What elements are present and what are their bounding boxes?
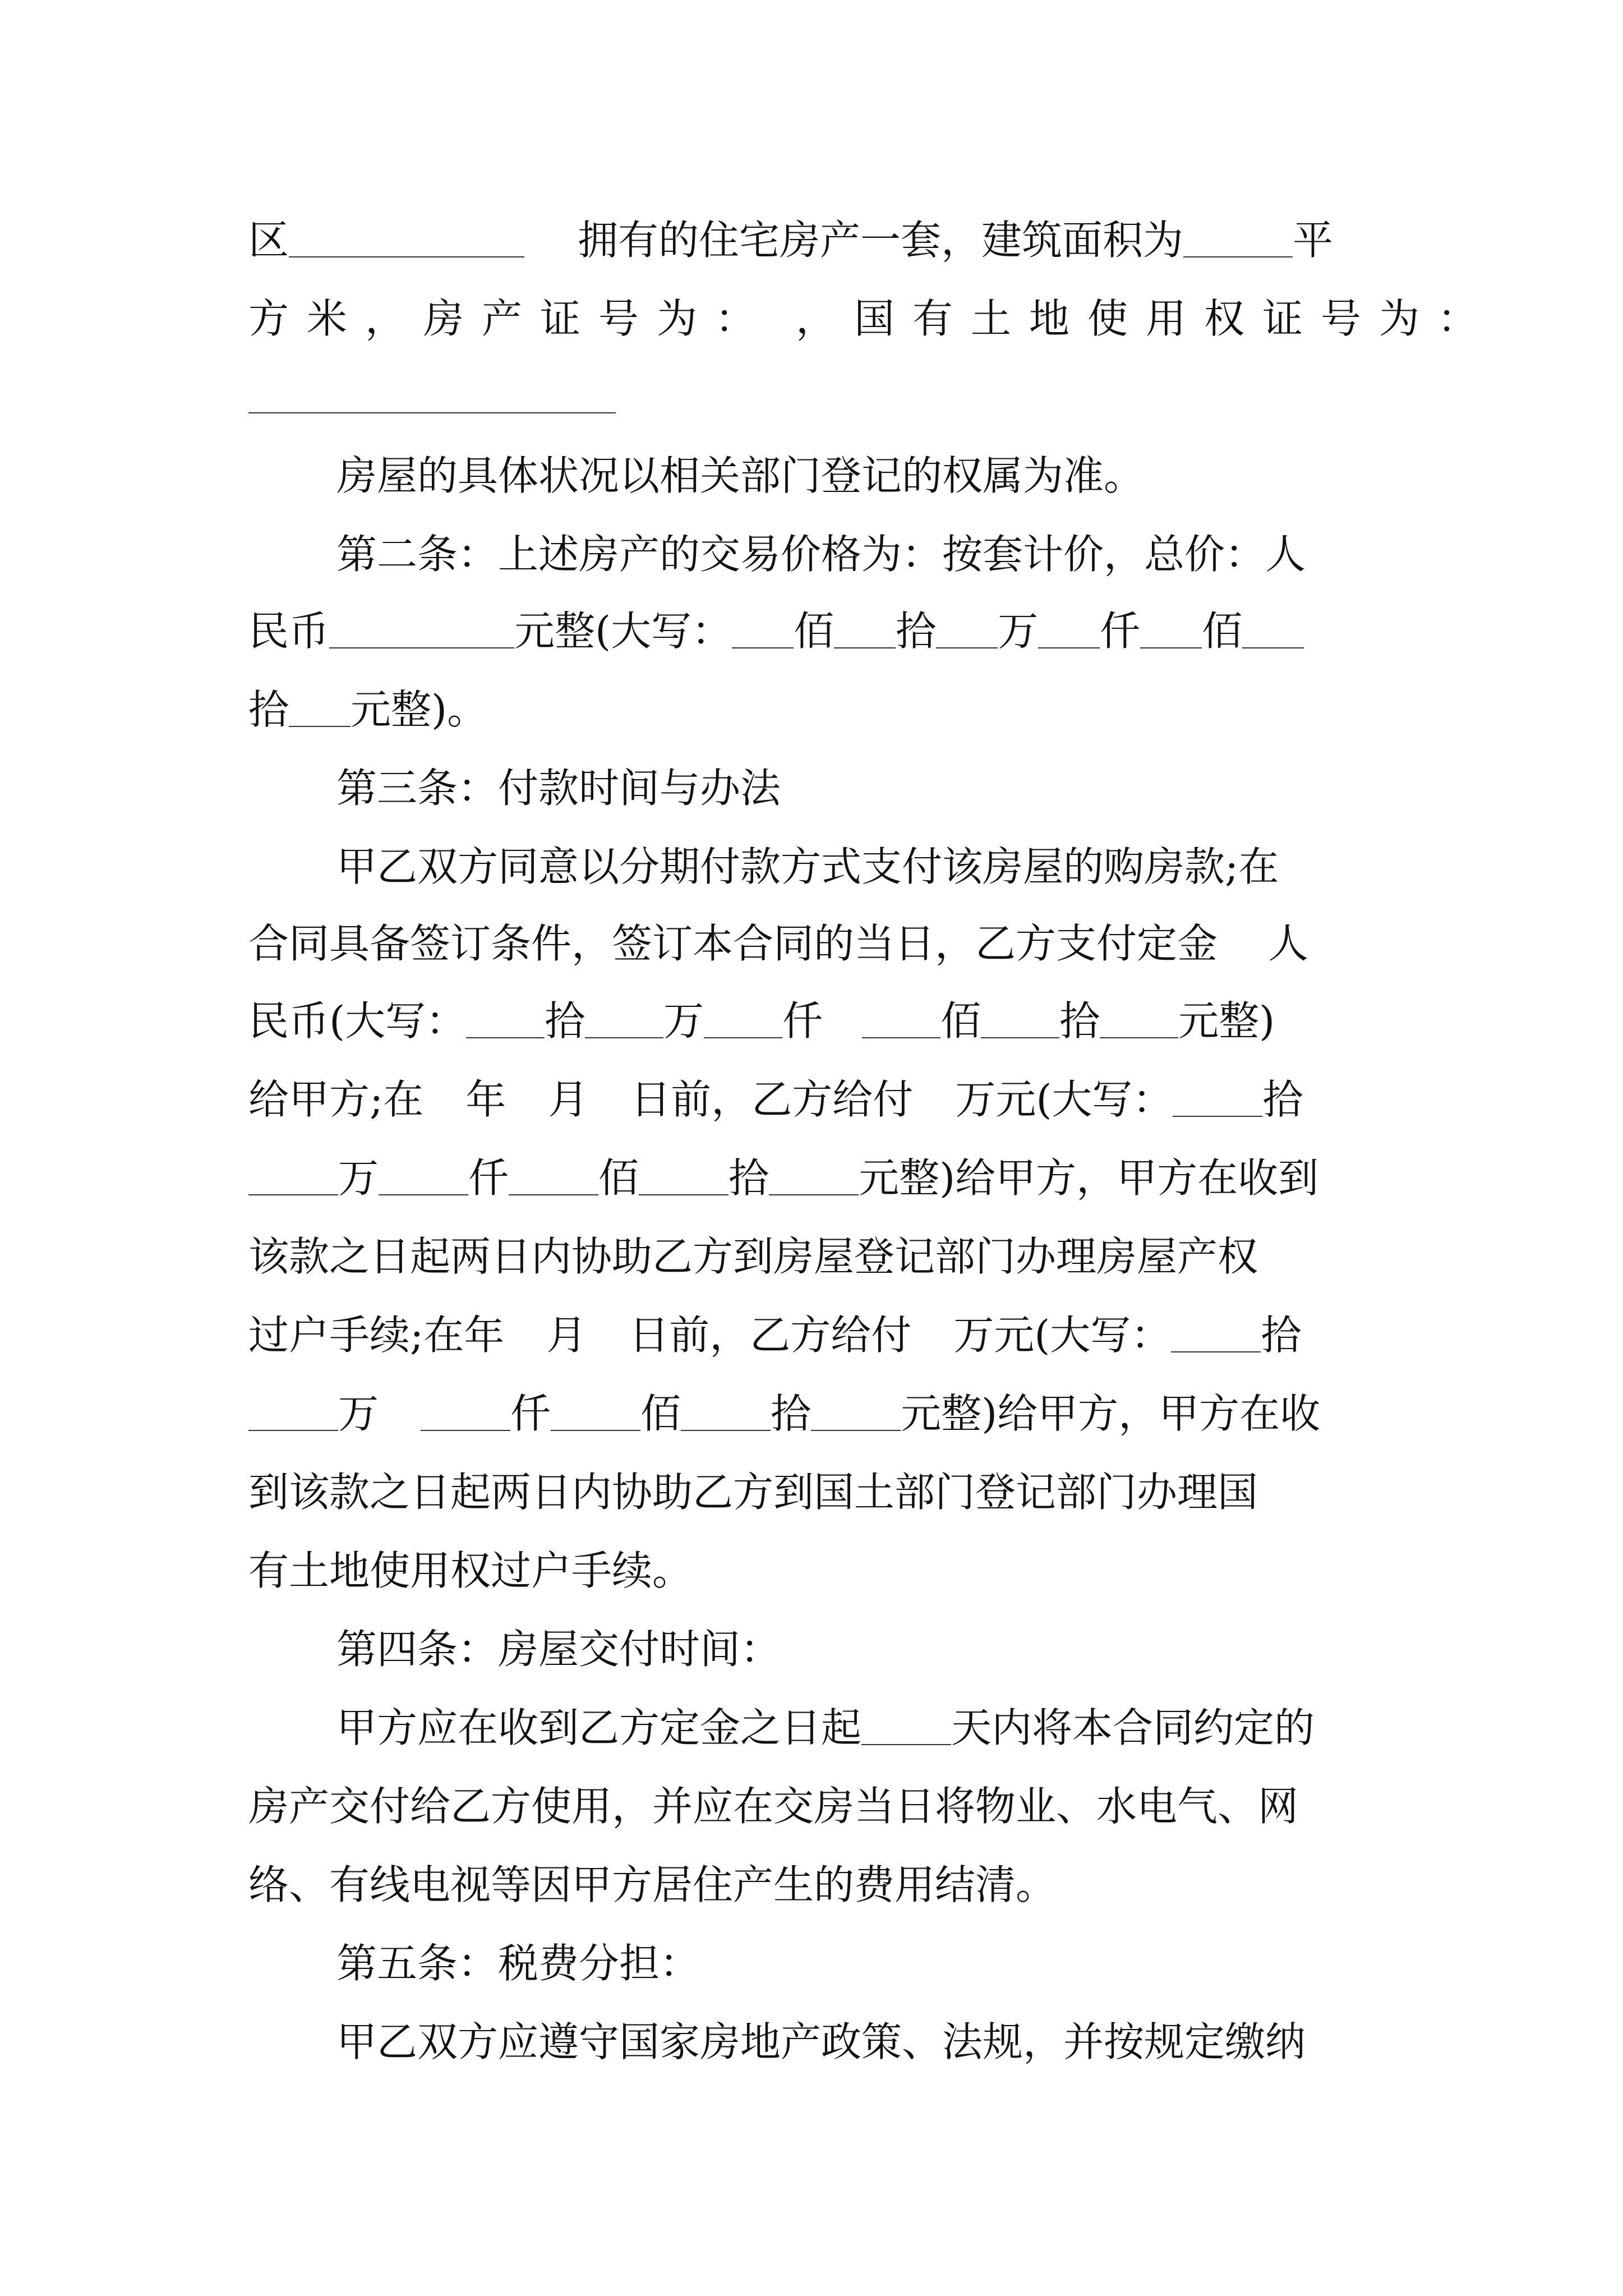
text-segment: 拾 xyxy=(248,686,289,733)
text-segment: 万 xyxy=(338,1390,379,1437)
text-line xyxy=(248,1071,1387,1128)
text-segment: 仟 xyxy=(468,1154,509,1202)
text-segment: 元整)。 xyxy=(351,686,488,733)
text-line xyxy=(336,2014,1475,2070)
blank-underline xyxy=(329,608,514,648)
text-segment: 万 xyxy=(663,997,704,1045)
text-line xyxy=(248,993,1387,1049)
text-segment: 佰 xyxy=(598,1154,639,1202)
text-segment: 平 xyxy=(1293,217,1334,264)
text-segment: 万元(大写： xyxy=(955,1076,1173,1123)
text-segment: 该款之日起两日内协助乙方到房屋登记部门办理房屋产权 xyxy=(248,1233,1258,1280)
text-segment: 甲方应在收到乙方定金之日起 xyxy=(336,1704,862,1751)
text-segment: 万 xyxy=(998,608,1039,655)
text-segment: 元整)给甲方，甲方在收到 xyxy=(859,1154,1319,1202)
text-line xyxy=(248,291,1496,347)
blank-underline xyxy=(1100,998,1178,1038)
blank-underline xyxy=(1171,1312,1261,1352)
text-segment: 元整) xyxy=(1178,997,1275,1045)
text-line xyxy=(248,212,1387,268)
text-segment: 络、有线电视等因甲方居住产生的费用结清。 xyxy=(248,1861,1057,1908)
text-segment: 拾 xyxy=(771,1390,811,1437)
text-segment: 区 xyxy=(248,217,289,264)
text-segment: 万元(大写： xyxy=(953,1312,1172,1359)
text-segment: 元整)给甲方，甲方在收 xyxy=(901,1390,1321,1437)
text-line xyxy=(336,448,1475,504)
text-segment: 方米，房产证号为： xyxy=(248,295,774,342)
blank-underline xyxy=(248,1391,338,1431)
text-segment: 给甲方;在 xyxy=(248,1076,424,1123)
text-segment: 佰 xyxy=(640,1390,681,1437)
text-segment: 第二条：上述房产的交易价格为：按套计价，总价：人 xyxy=(336,531,1306,578)
text-segment: 日前，乙方给付 xyxy=(629,1312,912,1359)
text-segment: 第四条：房屋交付时间： xyxy=(336,1626,781,1673)
text-segment: 仟 xyxy=(782,997,823,1045)
blank-underline xyxy=(1173,1076,1262,1117)
blank-underline xyxy=(1242,608,1304,648)
text-line xyxy=(336,1935,1475,1991)
text-segment: 天内将本合同约定的 xyxy=(951,1704,1315,1751)
text-segment: 民币 xyxy=(248,608,330,655)
text-segment: 佰 xyxy=(794,608,834,655)
text-segment: 万 xyxy=(338,1154,379,1202)
text-segment: ，国有土地使用权证号为： xyxy=(796,295,1496,342)
blank-underline xyxy=(421,1391,510,1431)
text-segment: 甲乙双方同意以分期付款方式支付该房屋的购房款;在 xyxy=(336,843,1279,890)
blank-underline xyxy=(981,998,1059,1038)
text-line xyxy=(248,1778,1387,1834)
blank-underline xyxy=(834,608,896,648)
blank-underline xyxy=(639,1155,728,1195)
blank-underline xyxy=(379,1155,468,1195)
text-line xyxy=(248,1543,1387,1599)
text-segment: 拾 xyxy=(1261,1312,1302,1359)
blank-underline xyxy=(732,608,794,648)
blank-underline xyxy=(681,1391,771,1431)
text-segment: 拥有的住宅房产一套，建筑面积为 xyxy=(578,217,1184,264)
text-segment: 仟 xyxy=(1100,608,1141,655)
blank-underline xyxy=(861,1705,951,1745)
blank-underline xyxy=(289,217,524,257)
text-line xyxy=(336,839,1475,895)
text-segment: 月 xyxy=(548,1076,589,1123)
text-line xyxy=(248,1150,1387,1206)
blank-underline xyxy=(936,608,998,648)
text-segment: 年 xyxy=(465,1076,506,1123)
text-segment: 房屋的具体状况以相关部门登记的权属为准。 xyxy=(336,452,1145,499)
blank-underline xyxy=(248,412,616,413)
text-line xyxy=(248,1857,1387,1913)
text-segment: 元整(大写： xyxy=(514,608,732,655)
blank-underline xyxy=(248,1155,338,1195)
text-segment: 合同具备签订条件，签订本合同的当日，乙方支付定金 xyxy=(248,920,1218,967)
blank-underline xyxy=(585,998,663,1038)
text-segment: 到该款之日起两日内协助乙方到国土部门登记部门办理国 xyxy=(248,1469,1258,1516)
text-segment: 月 xyxy=(546,1312,587,1359)
text-segment: 拾 xyxy=(1059,997,1100,1045)
text-segment: 拾 xyxy=(896,608,937,655)
text-segment: 房产交付给乙方使用，并应在交房当日将物业、水电气、网 xyxy=(248,1783,1299,1830)
text-line xyxy=(248,1464,1387,1520)
text-segment: 有土地使用权过户手续。 xyxy=(248,1547,693,1594)
blank-underline xyxy=(811,1391,901,1431)
blank-underline xyxy=(1140,608,1202,648)
blank-underline xyxy=(289,687,351,727)
text-segment: 日前，乙方给付 xyxy=(630,1076,914,1123)
text-segment: 拾 xyxy=(728,1154,769,1202)
text-line xyxy=(248,682,1387,738)
blank-underline xyxy=(1183,217,1293,257)
blank-underline xyxy=(704,998,782,1038)
text-line xyxy=(336,760,1475,816)
blank-underline xyxy=(509,1155,598,1195)
text-segment: 佰 xyxy=(940,997,981,1045)
text-line xyxy=(248,915,1387,972)
blank-underline xyxy=(551,1391,640,1431)
text-segment: 人 xyxy=(1268,920,1309,967)
blank-underline xyxy=(769,1155,859,1195)
text-line xyxy=(336,526,1475,582)
blank-underline xyxy=(862,998,940,1038)
blank-underline xyxy=(466,998,545,1038)
text-segment: 仟 xyxy=(510,1390,551,1437)
text-line xyxy=(248,1386,1387,1442)
text-segment: 甲乙双方应遵守国家房地产政策、法规，并按规定缴纳 xyxy=(336,2018,1306,2065)
text-line xyxy=(248,603,1387,659)
text-line xyxy=(336,1700,1475,1756)
text-segment: 过户手续;在年 xyxy=(248,1312,505,1359)
blank-underline xyxy=(1038,608,1100,648)
text-line xyxy=(248,1307,1387,1363)
text-segment: 佰 xyxy=(1202,608,1243,655)
text-segment: 拾 xyxy=(1262,1076,1303,1123)
text-line xyxy=(336,1621,1475,1677)
text-segment: 第五条：税费分担： xyxy=(336,1940,700,1987)
text-line xyxy=(248,1228,1387,1285)
text-segment: 第三条：付款时间与办法 xyxy=(336,765,781,812)
text-segment: 民币(大写： xyxy=(248,997,467,1045)
text-segment: 拾 xyxy=(545,997,585,1045)
